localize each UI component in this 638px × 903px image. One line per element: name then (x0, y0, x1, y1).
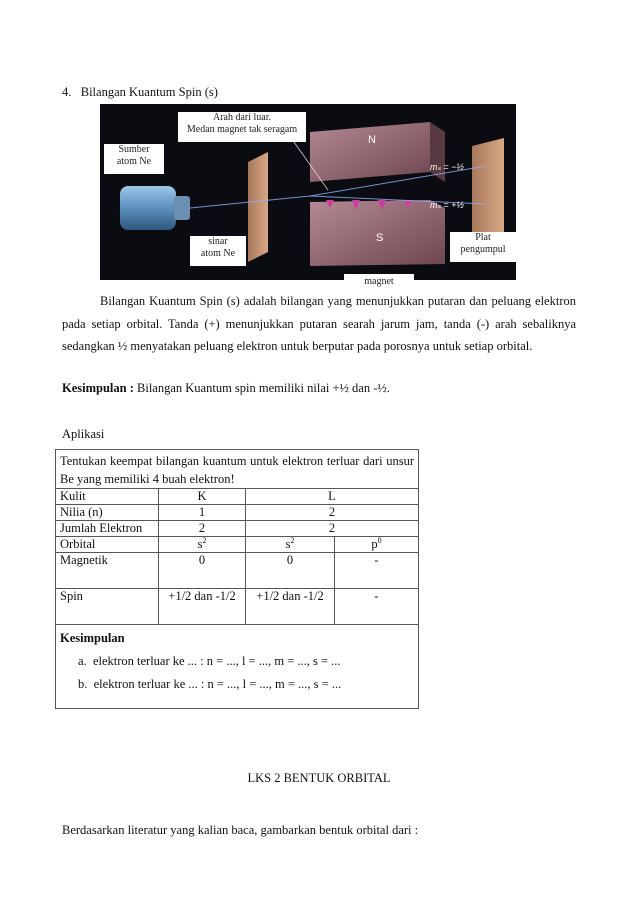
cell-orbital-3 (335, 537, 419, 553)
aplikasi-heading: Aplikasi (62, 427, 105, 441)
slit-plate (248, 152, 268, 262)
row-label-kulit: Kulit (56, 489, 159, 505)
cell-spin-3: - (335, 589, 419, 625)
list-marker: b. (78, 677, 88, 691)
cell-n-l: 2 (246, 505, 419, 521)
section-number: 4. (62, 85, 72, 99)
label-sinar (190, 236, 246, 266)
label-plat (450, 232, 516, 262)
cell-spin-1: +1/2 dan -1/2 (159, 589, 246, 625)
table-row (56, 589, 419, 625)
cell-magnetik-2: 0 (246, 553, 335, 589)
conclusion-label: Kesimpulan : (62, 381, 134, 395)
lks-title: LKS 2 BENTUK ORBITAL (247, 771, 391, 785)
table-row (56, 625, 419, 709)
label-magnet: magnet (344, 274, 414, 290)
row-label-magnetik: Magnetik (56, 553, 159, 589)
instruction-text: Berdasarkan literatur yang kalian baca, gambarkan bentuk orbital dari : (62, 823, 419, 837)
conclusion-text: Bilangan Kuantum spin memiliki nilai +½ dan -½. (133, 381, 390, 395)
orbital-3-letter: p (371, 537, 378, 551)
table-row (56, 537, 419, 553)
question-cell: Tentukan keempat bilangan kuantum untuk elektron terluar dari unsur Be yang memiliki 4 buah elektron! (56, 450, 419, 489)
label-plat-line2: pengumpul (460, 244, 506, 255)
label-arah (178, 112, 306, 142)
cell-magnetik-3: - (335, 553, 419, 589)
table-row (56, 505, 419, 521)
orbital-1-letter: s (197, 537, 203, 551)
description-text: Bilangan Kuantum Spin (s) adalah bilangan yang menunjukkan putaran dan peluang elektron pada setiap orbital. Tanda (+) menunjukkan putaran searah jarum jam, tanda (-) arah sebaliknya sedangkan ½ menyatakan peluang elektron untuk berputar pada porosnya untuk setiap orbital. (62, 294, 576, 353)
orbital-2-letter: s (285, 537, 291, 551)
list-marker: a. (78, 654, 87, 668)
section-title: Bilangan Kuantum Spin (s) (80, 85, 218, 99)
cell-jumlah-l: 2 (246, 521, 419, 537)
section-heading (62, 84, 218, 100)
label-sumber (104, 144, 164, 174)
list-text: elektron terluar ke ... : n = ..., l = ..., m = ..., s = ... (92, 654, 341, 668)
label-sinar-line2: atom Ne (200, 248, 236, 259)
label-sumber-line1: Sumber (118, 144, 150, 155)
row-label-orbital: Orbital (56, 537, 159, 553)
orbital-3-sup: 0 (377, 535, 382, 545)
row-label-jumlah: Jumlah Elektron (56, 521, 159, 537)
pole-s-label: S (376, 232, 384, 244)
cell-spin-2: +1/2 dan -1/2 (246, 589, 335, 625)
label-plat-line1: Plat (475, 232, 491, 243)
cell-kulit-k: K (159, 489, 246, 505)
label-arah-line1: Arah dari luar. (212, 112, 272, 123)
cell-kulit-l: L (246, 489, 419, 505)
label-sinar-line1: sinar (208, 236, 228, 247)
pole-n-label: N (368, 134, 376, 146)
atom-source-cylinder (120, 186, 176, 230)
label-sumber-line2: atom Ne (116, 156, 152, 167)
table-row (56, 553, 419, 589)
table-row (56, 521, 419, 537)
list-item (60, 673, 414, 696)
list-item (60, 650, 414, 673)
label-arah-line2: Medan magnet tak seragam (186, 124, 298, 135)
cell-orbital-2 (246, 537, 335, 553)
kesimpulan-label: Kesimpulan (60, 631, 125, 645)
table-row (56, 450, 419, 489)
application-table (55, 449, 419, 709)
orbital-2-sup: 2 (290, 535, 295, 545)
ms-plus-label: mₛ = +½ (430, 200, 464, 210)
conclusion-line (62, 380, 390, 396)
row-label-spin: Spin (56, 589, 159, 625)
table-row (56, 489, 419, 505)
kesimpulan-cell (56, 625, 419, 709)
list-text: elektron terluar ke ... : n = ..., l = ..., m = ..., s = ... (93, 677, 342, 691)
ms-minus-label: mₛ = −½ (430, 162, 464, 172)
magnet-north-block (310, 122, 430, 182)
cell-jumlah-k: 2 (159, 521, 246, 537)
orbital-1-sup: 2 (202, 535, 207, 545)
row-label-n: Nilia (n) (56, 505, 159, 521)
cell-orbital-1 (159, 537, 246, 553)
cell-n-k: 1 (159, 505, 246, 521)
description-paragraph (62, 290, 576, 358)
kesimpulan-list (60, 650, 414, 696)
cell-magnetik-1: 0 (159, 553, 246, 589)
